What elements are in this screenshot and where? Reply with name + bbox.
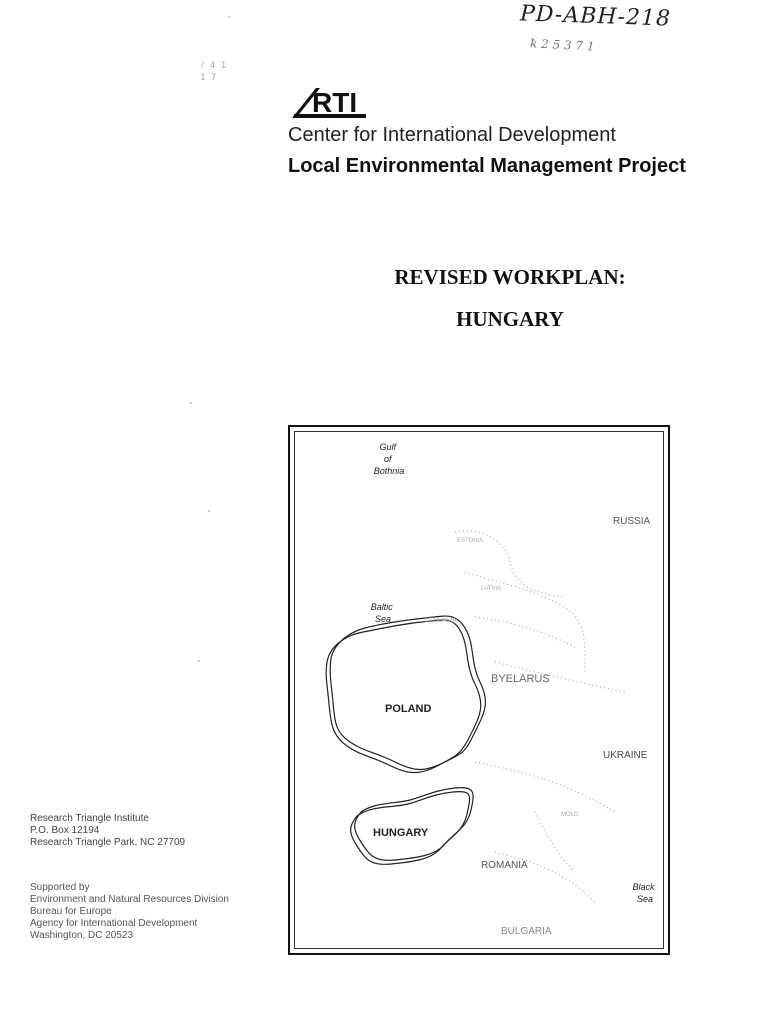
organization-name: Center for International Development xyxy=(288,124,616,146)
document-title: REVISED WORKPLAN: xyxy=(394,265,626,289)
map-inner-border xyxy=(294,431,664,949)
address-line: Research Triangle Park, NC 27709 xyxy=(30,837,186,848)
project-name: Local Environmental Management Project xyxy=(288,155,686,177)
poland-outline xyxy=(326,616,485,773)
map-label-black-sea-line-1: Black xyxy=(632,882,655,892)
scan-speck xyxy=(228,16,230,18)
address-line: P.O. Box 12194 xyxy=(30,825,100,836)
map-label-black-sea-line-2: Sea xyxy=(636,894,653,904)
scan-speck xyxy=(208,510,210,512)
map-label-gulf-line-3: Bothnia xyxy=(373,466,405,476)
map-label-baltic xyxy=(371,602,396,624)
map-label-romania: ROMANIA xyxy=(481,860,528,871)
map-label-gulf xyxy=(374,442,405,476)
supported-by-line: Environment and Natural Resources Division xyxy=(30,894,229,905)
hungary-outline xyxy=(351,788,473,865)
scan-speck xyxy=(190,402,192,404)
supported-by-line: Supported by xyxy=(30,882,90,893)
map-label-hungary: HUNGARY xyxy=(373,827,429,839)
map-label-russia: RUSSIA xyxy=(613,516,651,527)
handwritten-note: ꝁ 2 5 3 7 1 xyxy=(529,36,595,54)
map-label-gulf-line-2: of xyxy=(383,454,392,464)
rti-logo-text: RTI xyxy=(312,87,358,118)
map-label-baltic-line-1: Baltic xyxy=(370,602,393,612)
rti-logo xyxy=(288,84,368,120)
regional-map xyxy=(288,425,670,955)
map-label-poland: POLAND xyxy=(385,703,432,715)
map-label-estonia: ESTONIA xyxy=(457,538,484,544)
map-label-bulgaria: BULGARIA xyxy=(501,926,552,937)
supported-by-block xyxy=(30,882,229,942)
map-label-ukraine: UKRAINE xyxy=(603,750,648,761)
map-label-lithuania: LITHUANIA xyxy=(425,618,457,624)
handwritten-document-code: PD-ABH-218 xyxy=(519,1,672,32)
supported-by-line: Agency for International Development xyxy=(30,918,198,929)
map-label-gulf-line-1: Gulf xyxy=(379,442,396,452)
document-subtitle-country: HUNGARY xyxy=(456,307,564,331)
map-label-latvia: LATVIA xyxy=(481,586,502,592)
scan-speck xyxy=(198,660,200,662)
supported-by-line: Bureau for Europe xyxy=(30,906,112,917)
map-label-belarus: BYELARUS xyxy=(491,673,550,685)
stamp-line-1: ﾉ 4 1 xyxy=(200,61,227,71)
map-label-baltic-line-2: Sea xyxy=(374,614,392,624)
map-drawing xyxy=(295,432,667,952)
address-line: Research Triangle Institute xyxy=(30,813,149,824)
map-label-moldova: MOLD. xyxy=(561,812,581,818)
stamp-line-2: 1 7 xyxy=(200,73,217,83)
address-block xyxy=(30,813,185,849)
supported-by-line: Washington, DC 20523 xyxy=(30,930,134,941)
map-label-black-sea xyxy=(632,882,657,904)
faint-stamp xyxy=(200,60,226,84)
